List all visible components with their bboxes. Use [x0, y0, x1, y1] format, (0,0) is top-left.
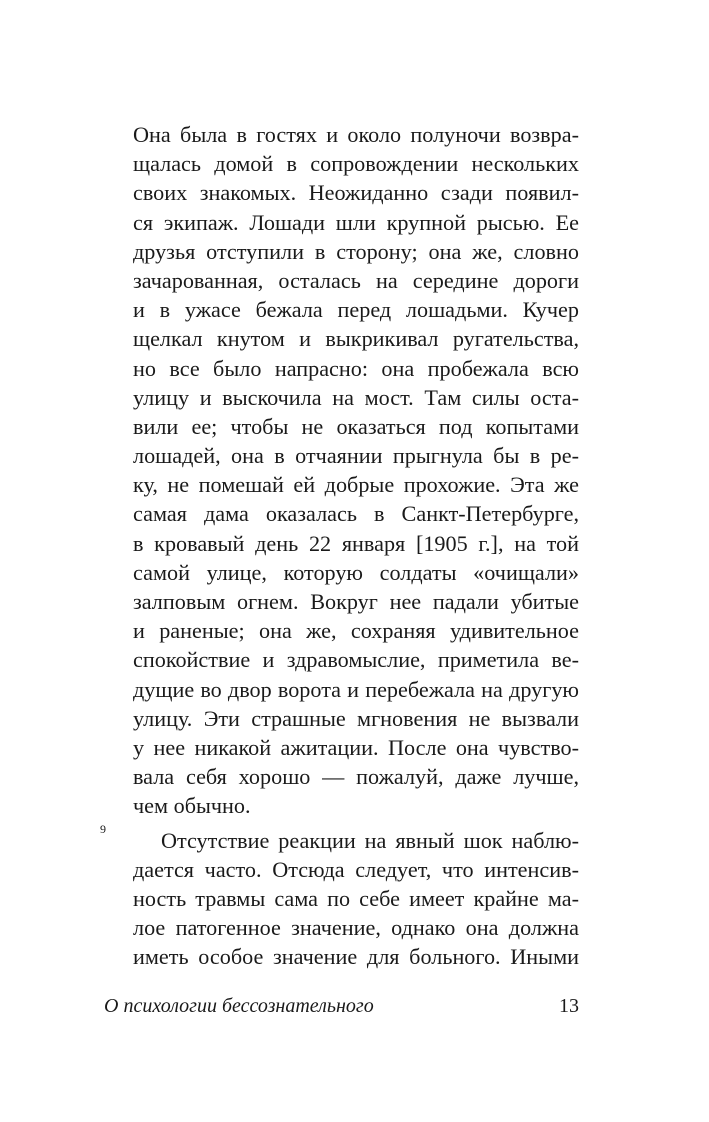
text-line: в кровавый день 22 января [1905 г.], на той [133, 530, 579, 556]
text-line: Отсутствие реакции на явный шок наблю- [161, 827, 579, 853]
text-line: самая дама оказалась в Санкт-Петербурге, [133, 501, 579, 527]
text-line: у нее никакой ажитации. После она чувство- [133, 734, 579, 760]
text-line: и в ужасе бежала перед лошадьми. Кучер [133, 297, 579, 323]
text-line: ся экипаж. Лошади шли крупной рысью. Ее [133, 209, 579, 235]
text-line: лое патогенное значение, однако она должна [133, 915, 579, 941]
text-line: лошадей, она в отчаянии прыгнула бы в ре- [133, 443, 579, 469]
text-line: дается часто. Отсюда следует, что интенсив- [133, 856, 579, 882]
text-line: чем обычно. [133, 793, 251, 819]
text-line: улицу. Эти страшные мгновения не вызвали [133, 705, 579, 731]
text-line: щелкал кнутом и выкрикивал ругательства, [133, 326, 579, 352]
text-line: друзья отступили в сторону; она же, словно [133, 238, 579, 264]
page-number: 13 [559, 995, 579, 1017]
text-line: вала себя хорошо — пожалуй, даже лучше, [133, 764, 579, 790]
margin-paragraph-number: 9 [100, 822, 106, 836]
body-text [133, 120, 579, 971]
text-line: иметь особое значение для больного. Иными [133, 944, 579, 970]
running-footer-title: О психологии бессознательного [104, 995, 374, 1017]
text-line: самой улице, которую солдаты «очищали» [133, 559, 579, 585]
text-line: улицу и выскочила на мост. Там силы оста- [133, 384, 579, 410]
text-line: щалась домой в сопровождении нескольких [133, 151, 579, 177]
text-line: своих знакомых. Неожиданно сзади появил- [133, 180, 579, 206]
text-line: зачарованная, осталась на середине дороги [133, 267, 579, 293]
text-line: Она была в гостях и около полуночи возвра- [133, 122, 579, 147]
text-line: ку, не помешай ей добрые прохожие. Эта же [133, 472, 579, 498]
text-line: залповым огнем. Вокруг нее падали убитые [133, 589, 579, 614]
paragraph-1 [133, 120, 579, 821]
text-line: вили ее; чтобы не оказаться под копытами [133, 413, 579, 439]
text-line: но все было напрасно: она пробежала всю [133, 355, 579, 381]
text-line: спокойствие и здравомыслие, приметила ве- [133, 647, 579, 673]
paragraph-2 [133, 826, 579, 972]
text-line: ность травмы сама по себе имеет крайне ма- [133, 885, 579, 911]
text-line: и раненые; она же, сохраняя удивительное [133, 618, 579, 644]
text-line: дущие во двор ворота и перебежала на другую [133, 676, 579, 702]
